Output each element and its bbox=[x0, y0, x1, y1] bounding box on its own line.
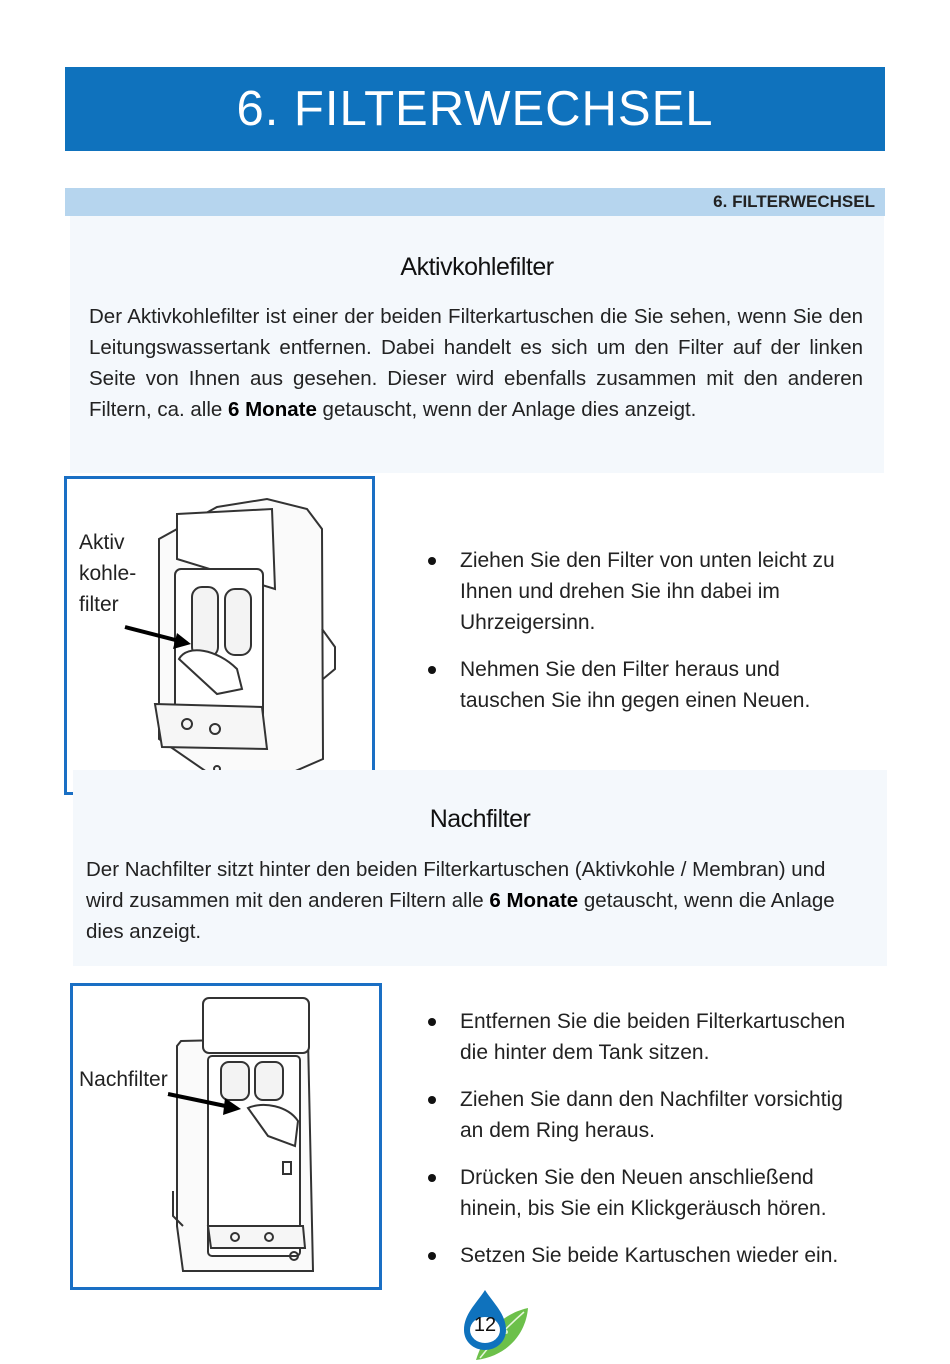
nachfilter-image-label: Nachfilter bbox=[79, 1064, 168, 1095]
aktivkohlefilter-image-label: Aktiv kohle- filter bbox=[79, 527, 136, 620]
list-item: Nehmen Sie den Filter heraus und tauschen Sie ihn gegen einen Neuen. bbox=[426, 654, 846, 716]
aktivkohlefilter-image bbox=[64, 476, 375, 795]
aktivkohlefilter-panel bbox=[70, 216, 884, 473]
aktivkohlefilter-description: Der Aktivkohlefilter ist einer der beiden Filterkartuschen die Sie sehen, wenn Sie den Leitungswassertank entfernen. Dabei handelt es sich um den Filter auf der linken Seite von Ihnen aus gesehen. Dieser wird ebenfalls zusammen mit den anderen Filtern, ca. alle 6 Monate getauscht, wenn der Anlage dies anzeigt. bbox=[89, 305, 863, 421]
page-number: 12 bbox=[473, 1314, 497, 1336]
nachfilter-heading: Nachfilter bbox=[429, 805, 531, 833]
nachfilter-panel bbox=[73, 770, 887, 966]
list-item: Entfernen Sie die beiden Filterkartuschen die hinter dem Tank sitzen. bbox=[426, 1006, 856, 1068]
list-item: Ziehen Sie den Filter von unten leicht zu Ihnen und drehen Sie ihn dabei im Uhrzeigersinn. bbox=[426, 545, 846, 638]
aktivkohlefilter-interval: 6 Monate bbox=[228, 398, 317, 421]
section-header-bar: 6. FILTERWECHSEL bbox=[65, 188, 885, 216]
aktivkohlefilter-heading: Aktivkohlefilter bbox=[400, 253, 554, 281]
page-title: 6. FILTERWECHSEL bbox=[65, 67, 885, 151]
water-dispenser-open-illustration bbox=[73, 986, 379, 1287]
list-item: Drücken Sie den Neuen anschließend hinein, bis Sie ein Klickgeräusch hören. bbox=[426, 1162, 856, 1224]
water-dispenser-illustration bbox=[67, 479, 372, 792]
nachfilter-description: Der Nachfilter sitzt hinter den beiden Filterkartuschen (Aktivkohle / Membran) und wird zusammen mit den anderen Filtern alle 6 Monate getauscht, wenn die Anlage dies anzeigt. bbox=[86, 858, 835, 943]
list-item: Setzen Sie beide Kartuschen wieder ein. bbox=[426, 1240, 856, 1271]
aktivkohlefilter-steps bbox=[426, 545, 846, 732]
nachfilter-image bbox=[70, 983, 382, 1290]
list-item: Ziehen Sie dann den Nachfilter vorsichtig an dem Ring heraus. bbox=[426, 1084, 856, 1146]
page-number-badge bbox=[446, 1288, 530, 1364]
nachfilter-steps bbox=[426, 1006, 856, 1287]
nachfilter-interval: 6 Monate bbox=[489, 889, 579, 912]
